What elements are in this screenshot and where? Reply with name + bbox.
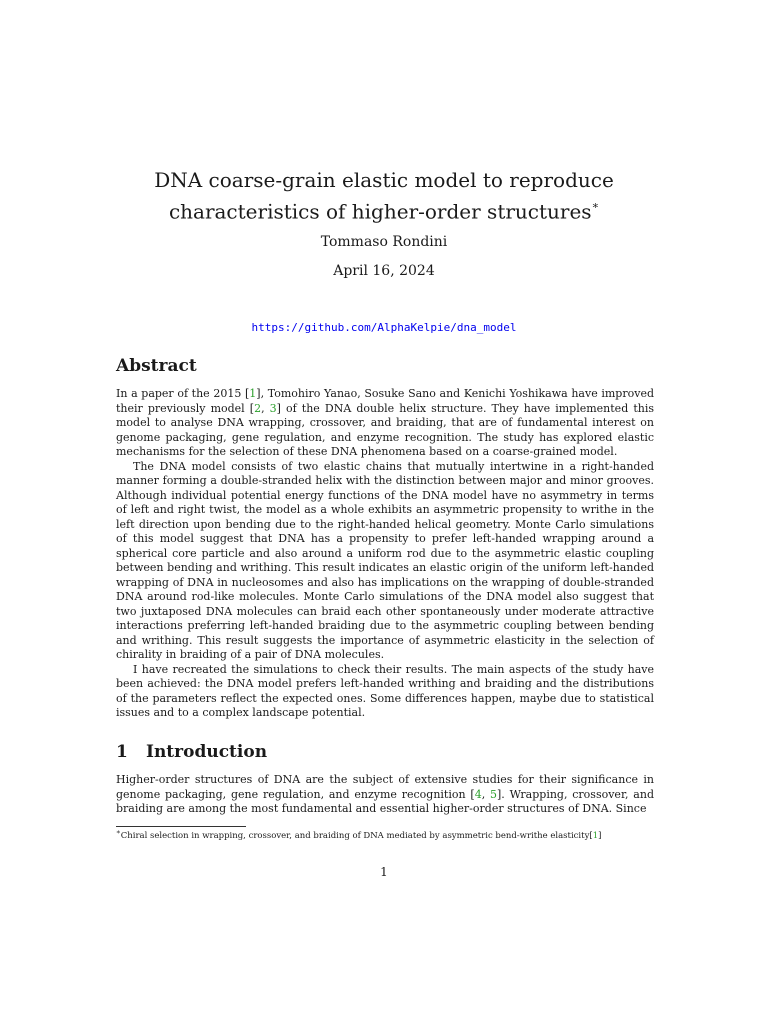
abstract-paragraph-2: The DNA model consists of two elastic chains that mutually intertwine in a right-handed manner forming a double-stranded helix with the distinction between major and minor grooves. Although individual potential energy functions of the DNA model have no asymmetry in terms of left and right twist, the model as a whole exhibits an asymmetric propensity to writhe in the left direction upon bending due to the right-handed helical geometry. Monte Carlo simulations of this model suggest that DNA has a propensity to prefer left-handed wrapping around a spherical core particle and also around a uniform rod due to the asymmetric elastic coupling between bending and writhing. This result indicates an elastic origin of the uniform left-handed wrapping of DNA in nucleosomes and also has implications on the wrapping of double-stranded DNA around rod-like molecules. Monte Carlo simulations of the DNA model also suggest that two juxtaposed DNA molecules can braid each other spontaneously under moderate attractive interactions preferring left-handed braiding due to the asymmetric coupling between bending and writhing. This result suggests the importance of asymmetric elasticity in the selection of chirality in braiding of a pair of DNA molecules. <box>116 459 654 661</box>
abstract-body <box>116 387 654 721</box>
introduction-paragraph <box>116 773 654 817</box>
introduction-body <box>116 773 654 817</box>
abstract-p1-text-c: ] of the DNA double helix structure. They have implemented this model to analyse DNA wrapping, crossover, and braiding, that are of fundamental interest on genome packaging, gene regulation, and enzyme recognition. The study has explored elastic mechanisms for the selection of these DNA phenomena based on a coarse-grained model. <box>116 401 654 458</box>
intro-text-a: Higher-order structures of DNA are the subject of extensive studies for their significance in genome packaging, gene regulation, and enzyme recognition [ <box>116 773 654 801</box>
title-line-2-text: characteristics of higher-order structures <box>168 199 592 224</box>
paper-title <box>140 166 628 226</box>
citation-link[interactable]: 4 <box>474 787 482 801</box>
abstract-paragraph-1 <box>116 387 654 460</box>
footnote-mark: ∗ <box>116 828 121 836</box>
title-line-2 <box>140 194 628 226</box>
section-number: 1 <box>116 742 128 762</box>
page-number: 1 <box>380 865 388 879</box>
title-line-1: DNA coarse-grain elastic model to reproduce <box>154 168 614 192</box>
title-footnote-mark: ∗ <box>591 199 600 212</box>
citation-link[interactable]: 5 <box>490 787 497 801</box>
citation-link[interactable]: 2 <box>254 401 262 415</box>
citation-link[interactable]: 1 <box>592 830 599 841</box>
citation-separator: , <box>481 787 490 801</box>
intro-text-b: ]. Wrapping, crossover, and braiding are among the most fundamental and essential higher-order structures of DNA. Since <box>116 787 654 815</box>
abstract-paragraph-3: I have recreated the simulations to check their results. The main aspects of the study have been achieved: the DNA model prefers left-handed writhing and braiding and the distributions of the parameters reflect the expected ones. Some differences happen, maybe due to statistical issues and to a complex landscape potential. <box>116 662 654 719</box>
repository-link[interactable]: https://github.com/AlphaKelpie/dna_model <box>251 321 517 334</box>
abstract-p1-text-b: ], Tomohiro Yanao, Sosuke Sano and Kenichi Yoshikawa have improved their previously model [ <box>116 387 654 415</box>
section-title: Introduction <box>146 742 268 762</box>
citation-link[interactable]: 3 <box>269 401 277 415</box>
abstract-p1-text-a: In a paper of the 2015 [ <box>116 387 250 400</box>
footnote <box>116 826 654 842</box>
footnote-text: Chiral selection in wrapping, crossover, and braiding of DNA mediated by asymmetric bend-writhe elasticity[ <box>120 830 593 841</box>
author-name: Tommaso Rondini <box>320 234 448 250</box>
publication-date: April 16, 2024 <box>333 263 435 279</box>
abstract-heading: Abstract <box>116 356 197 376</box>
citation-link[interactable]: 1 <box>249 387 257 400</box>
footnote-close: ] <box>598 830 602 841</box>
citation-separator: , <box>261 401 270 415</box>
section-heading <box>116 741 267 763</box>
